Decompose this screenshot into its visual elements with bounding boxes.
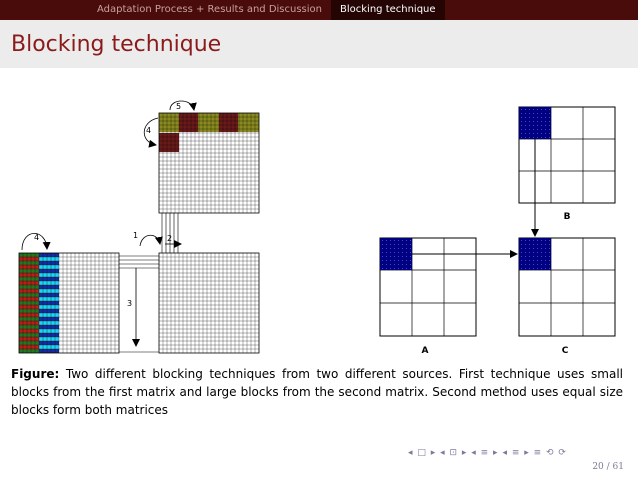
slide-title: Blocking technique [11, 31, 222, 57]
step-4-top-label: 4 [146, 126, 152, 135]
matrix-b-label: B [563, 212, 571, 222]
step-2-label: 2 [167, 234, 173, 243]
step-4-left-label: 4 [34, 233, 40, 242]
step-5-arrow [170, 101, 194, 110]
top-matrix [159, 113, 259, 213]
left-to-result-lines [119, 256, 159, 268]
beamer-navigation-controls[interactable]: ◂ □ ▸ ◂ ⊡ ▸ ◂ ≡ ▸ ◂ ≡ ▸ ≡ ⟲ ⟳ [408, 448, 567, 458]
caption-text: Two different blocking techniques from two different sources. First technique uses small blocks from the first matrix and large blocks from the second matrix. Second method uses equal size blocks form both matrices [11, 367, 623, 417]
step-1-arrow [140, 235, 160, 246]
result-matrix-grid [159, 253, 259, 353]
page-number: 20 / 61 [592, 462, 624, 472]
top-to-result-lines [162, 213, 178, 253]
section-link-adaptation[interactable]: Adaptation Process + Results and Discussion [97, 4, 322, 15]
slide-title-bar [0, 20, 638, 68]
matrix-b-block [519, 107, 551, 139]
step-3-label: 3 [127, 299, 133, 308]
result-matrix [159, 253, 259, 353]
matrix-b [519, 107, 615, 203]
section-link-blocking[interactable]: Blocking technique [331, 0, 445, 20]
matrix-a-label: A [421, 346, 429, 356]
matrix-c-label: C [561, 346, 569, 356]
step-1-label: 1 [133, 231, 139, 240]
left-matrix [19, 253, 119, 353]
matrix-a [380, 238, 476, 336]
caption-label: Figure: [11, 367, 60, 381]
matrix-a-block [380, 238, 412, 270]
matrix-c [519, 238, 615, 336]
figure-caption [11, 365, 623, 419]
step-5-label: 5 [176, 102, 182, 111]
matrix-c-block [519, 238, 551, 270]
blocking-figure [0, 68, 638, 363]
section-navigation-bar [0, 0, 638, 20]
